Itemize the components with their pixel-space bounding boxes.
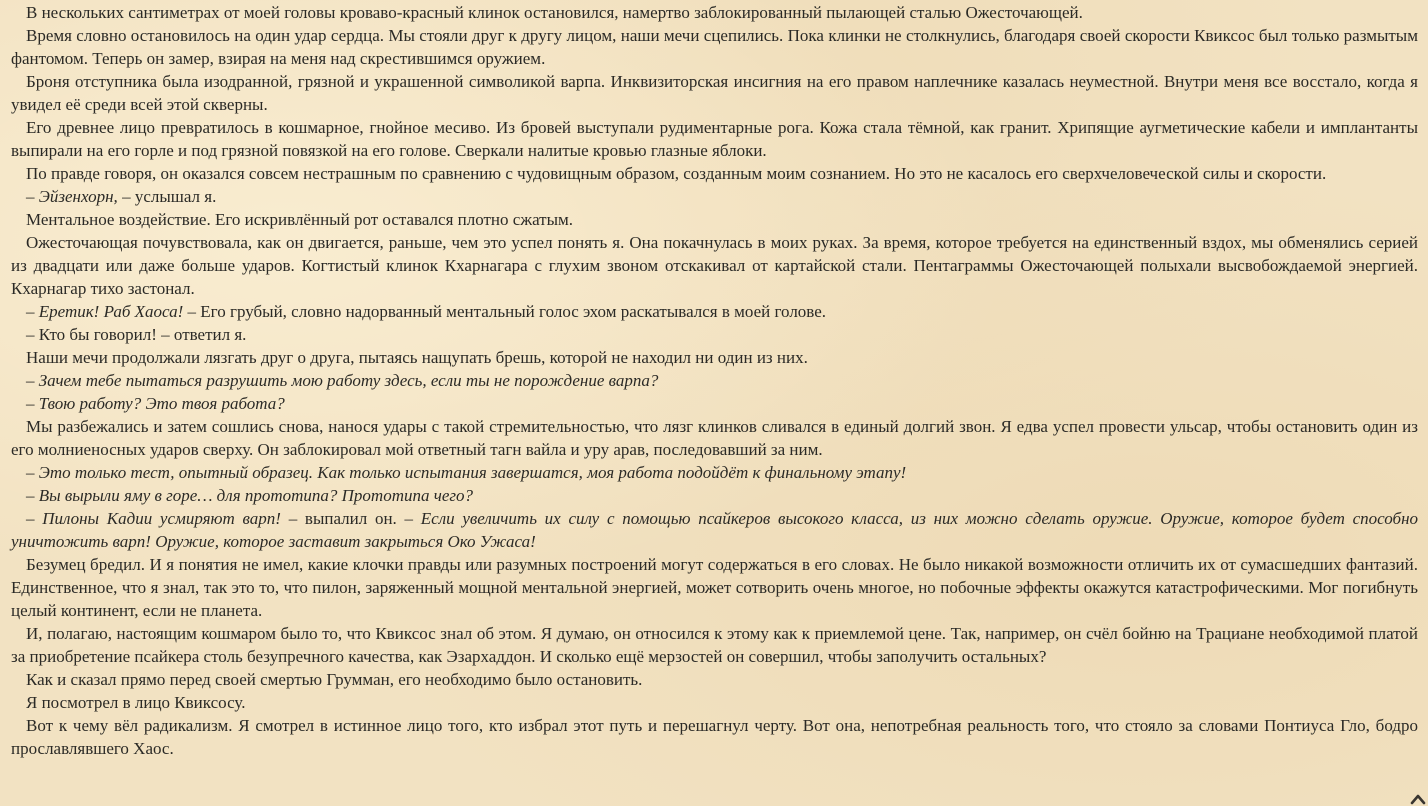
narrative-text: Я посмотрел в лицо Квиксосу. [26, 693, 246, 712]
dialogue-text: – Зачем тебе пытаться разрушить мою работу здесь, если ты не порождение варпа? [26, 371, 659, 390]
narrative-text: – выпалил он. – [280, 509, 421, 528]
paragraph [11, 1, 1418, 24]
narrative-text: И, полагаю, настоящим кошмаром было то, что Квиксос знал об этом. Я думаю, он относился к этому как к приемлемой цене. Так, например, он счёл бойню на Трациане необходимой платой за приобретение псайкера столь безупречного качества, как Эзархаддон. И сколько ещё мерзостей он совершил, чтобы заполучить остальных? [11, 624, 1418, 666]
narrative-text: Ожесточающая почувствовала, как он двигается, раньше, чем это успел понять я. Она покачнулась в моих руках. За время, которое требуется на единственный вздох, мы обменялись серией из двадцати или даже больше ударов. Когтистый клинок Кхарнагара с глухим звоном отскакивал от картайской стали. Пентаграммы Ожесточающей полыхали высвобождаемой энергией. Кхарнагар тихо застонал. [11, 233, 1418, 298]
narrative-text: – услышал я. [117, 187, 217, 206]
paragraph [11, 162, 1418, 185]
narrative-text: Безумец бредил. И я понятия не имел, какие клочки правды или разумных построений могут содержаться в его словах. Не было никакой возможности отличить их от сумасшедших фантазий. Единственное, что я знал, так это то, что пилон, заряженный мощной ментальной энергией, может сотворить очень многое, но побочные эффекты окажутся катастрофическими. Мог погибнуть целый континент, если не планета. [11, 555, 1418, 620]
narrative-text: Ментальное воздействие. Его искривлённый рот оставался плотно сжатым. [26, 210, 574, 229]
narrative-text: Время словно остановилось на один удар сердца. Мы стояли друг к другу лицом, наши мечи сцепились. Пока клинки не столкнулись, благодаря своей скорости Квиксос был только размытым фантомом. Теперь он замер, взирая на меня над скрестившимся оружием. [11, 26, 1418, 68]
paragraph [11, 668, 1418, 691]
narrative-text: – Кто бы говорил! – ответил я. [26, 325, 247, 344]
narrative-text: Броня отступника была изодранной, грязной и украшенной символикой варпа. Инквизиторская инсигния на его правом наплечнике казалась неуместной. Внутри меня все восстало, когда я увидел её среди всей этой скверны. [11, 72, 1418, 114]
dialogue-text: Эйзенхорн, [38, 187, 118, 206]
paragraph [11, 323, 1418, 346]
paragraph [11, 415, 1418, 461]
narrative-text: Наши мечи продолжали лязгать друг о друга, пытаясь нащупать брешь, которой не находил ни один из них. [26, 348, 808, 367]
narrative-text: Его древнее лицо превратилось в кошмарное, гнойное месиво. Из бровей выступали рудиментарные рога. Кожа стала тёмной, как гранит. Хрипящие аугметические кабели и имплантанты выпирали на его горле и под грязной повязкой на его голове. Сверкали налитые кровью глазные яблоки. [11, 118, 1418, 160]
narrative-text: В нескольких сантиметрах от моей головы кроваво-красный клинок остановился, намертво заблокированный пылающей сталью Ожесточающей. [26, 3, 1083, 22]
paragraph [11, 116, 1418, 162]
paragraph [11, 553, 1418, 622]
paragraph [11, 231, 1418, 300]
narrative-text: Мы разбежались и затем сошлись снова, нанося удары с такой стремительностью, что лязг клинков сливался в единый долгий звон. Я едва успел провести ульсар, чтобы остановить один из его молниеносных ударов сверху. Он заблокировал мой ответный тагн вайла и уру арав, последовавший за ним. [11, 417, 1418, 459]
paragraph [11, 507, 1418, 553]
paragraph [11, 622, 1418, 668]
paragraph [11, 70, 1418, 116]
dialogue-text: – Пилоны Кадии усмиряют варп! [26, 509, 281, 528]
narrative-text: – [26, 302, 39, 321]
dialogue-text: – Это только тест, опытный образец. Как только испытания завершатся, моя работа подойдёт к финальному этапу! [26, 463, 907, 482]
narrative-text: Как и сказал прямо перед своей смертью Грумман, его необходимо было остановить. [26, 670, 643, 689]
dialogue-text: – Твою работу? Это твоя работа? [26, 394, 285, 413]
chapter-text [11, 1, 1418, 760]
chevron-up-icon[interactable] [1408, 790, 1428, 806]
paragraph [11, 346, 1418, 369]
dialogue-text: – Вы вырыли яму в горе… для прототипа? Прототипа чего? [26, 486, 474, 505]
paragraph [11, 369, 1418, 392]
paragraph [11, 208, 1418, 231]
narrative-text: Вот к чему вёл радикализм. Я смотрел в истинное лицо того, кто избрал этот путь и перешагнул черту. Вот она, непотребная реальность того, что стояло за словами Понтиуса Гло, бодро прославлявшего Хаос. [11, 716, 1418, 758]
narrative-text: По правде говоря, он оказался совсем нестрашным по сравнению с чудовищным образом, созданным моим сознанием. Но это не касалось его сверхчеловеческой силы и скорости. [26, 164, 1327, 183]
narrative-text: – [26, 187, 39, 206]
paragraph [11, 24, 1418, 70]
paragraph [11, 392, 1418, 415]
dialogue-text: Еретик! Раб Хаоса! [38, 302, 184, 321]
narrative-text: – Его грубый, словно надорванный ментальный голос эхом раскатывался в моей голове. [183, 302, 827, 321]
paragraph [11, 300, 1418, 323]
dialogue-text: Если увеличить их силу с помощью псайкеров высокого класса, из них можно сделать оружие. Оружие, которое будет способно уничтожить варп! Оружие, которое заставит закрыться Око Ужаса! [11, 509, 1419, 551]
paragraph [11, 185, 1418, 208]
paragraph [11, 484, 1418, 507]
paragraph [11, 461, 1418, 484]
paragraph [11, 691, 1418, 714]
paragraph [11, 714, 1418, 760]
